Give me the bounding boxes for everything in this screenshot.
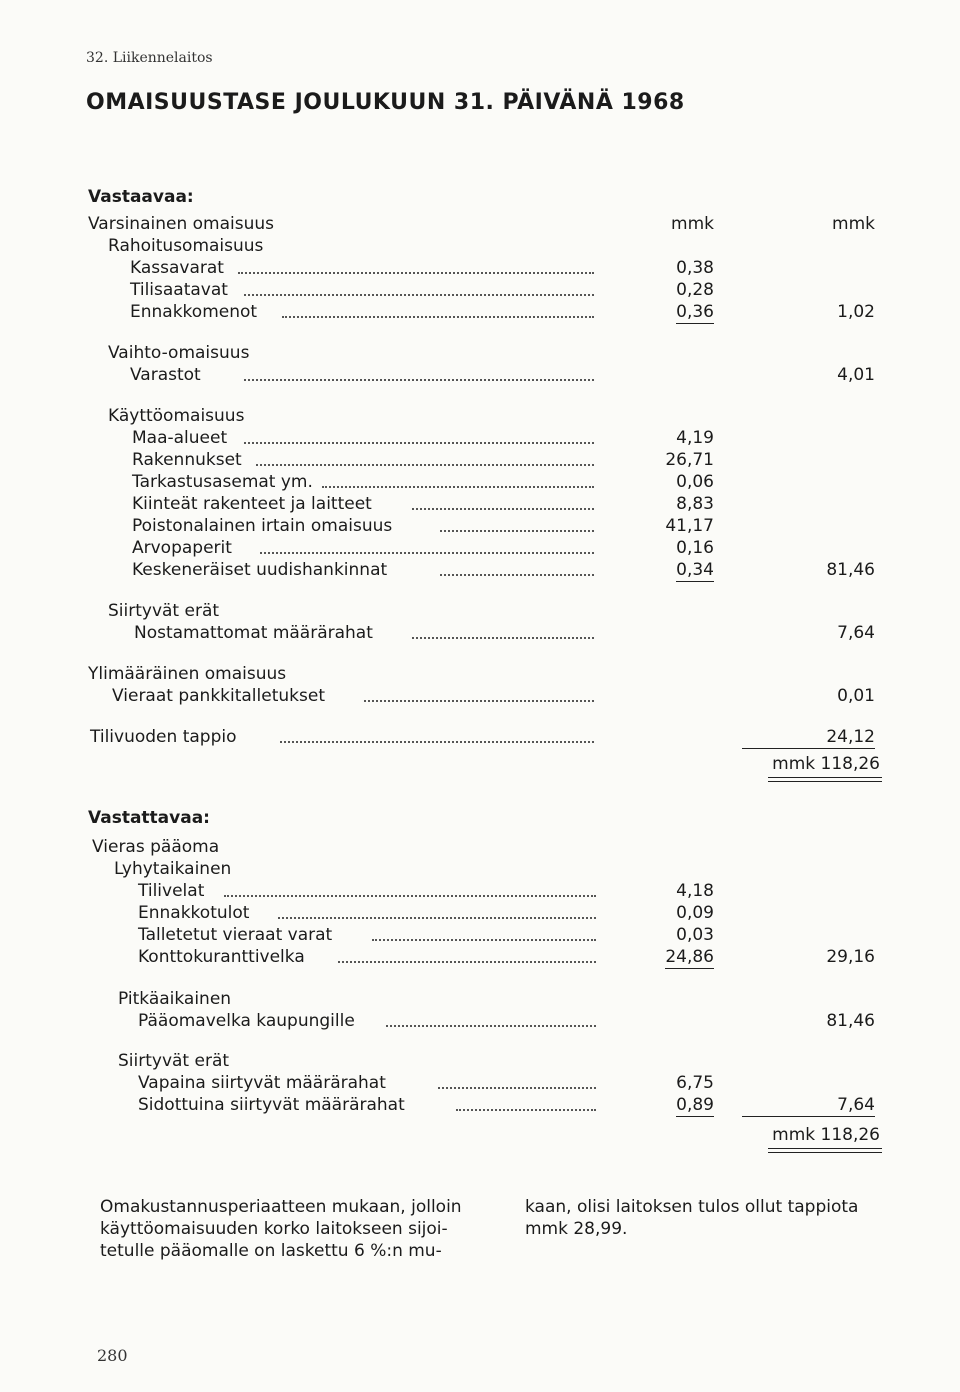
value-col1: 26,71 bbox=[665, 450, 714, 470]
dot-leader bbox=[280, 741, 594, 743]
ledger-row bbox=[0, 428, 960, 450]
dot-leader bbox=[438, 1087, 596, 1089]
value-col1: 0,09 bbox=[676, 903, 714, 923]
value-col2: 7,64 bbox=[742, 1095, 875, 1117]
row-label: Arvopaperit bbox=[132, 538, 232, 558]
dot-leader bbox=[412, 637, 594, 639]
value-col2: 29,16 bbox=[826, 947, 875, 967]
ledger-row bbox=[0, 258, 960, 280]
assets-heading: Vastaavaa: bbox=[88, 187, 194, 207]
row-label: Vapaina siirtyvät määrärahat bbox=[138, 1073, 386, 1093]
row-label: Rakennukset bbox=[132, 450, 242, 470]
footnote-line: kaan, olisi laitoksen tulos ollut tappiota bbox=[525, 1197, 859, 1217]
value-col1: 0,28 bbox=[676, 280, 714, 300]
subgroup-label: Vaihto-omaisuus bbox=[108, 343, 250, 363]
ledger-row bbox=[0, 472, 960, 494]
ledger-row bbox=[0, 727, 960, 749]
value-col1: 0,38 bbox=[676, 258, 714, 278]
value-col1: 0,03 bbox=[676, 925, 714, 945]
double-underline bbox=[768, 1148, 882, 1153]
dot-leader bbox=[224, 895, 596, 897]
dot-leader bbox=[244, 294, 594, 296]
value-col1: 8,83 bbox=[676, 494, 714, 514]
unit-column-2: mmk bbox=[832, 214, 875, 234]
dot-leader bbox=[244, 442, 594, 444]
row-label: Tilisaatavat bbox=[130, 280, 228, 300]
row-label: Varastot bbox=[130, 365, 201, 385]
double-underline bbox=[768, 777, 882, 782]
liabilities-heading: Vastattavaa: bbox=[88, 808, 210, 828]
dot-leader bbox=[456, 1109, 596, 1111]
value-col2: 81,46 bbox=[826, 560, 875, 580]
value-col2: 4,01 bbox=[837, 365, 875, 385]
ledger-row bbox=[0, 516, 960, 538]
value-col2: 81,46 bbox=[826, 1011, 875, 1031]
footnote-line: mmk 28,99. bbox=[525, 1219, 628, 1239]
subgroup-label: Rahoitusomaisuus bbox=[108, 236, 264, 256]
row-label: Ennakkotulot bbox=[138, 903, 250, 923]
assets-header-row bbox=[0, 214, 960, 236]
dot-leader bbox=[372, 939, 596, 941]
subgroup-label: Pitkäaikainen bbox=[118, 989, 232, 1009]
dot-leader bbox=[322, 486, 594, 488]
group-label: Varsinainen omaisuus bbox=[88, 214, 274, 234]
ledger-row bbox=[0, 686, 960, 708]
row-label: Tarkastusasemat ym. bbox=[132, 472, 313, 492]
ledger-row bbox=[0, 623, 960, 645]
row-label: Konttokuranttivelka bbox=[138, 947, 305, 967]
value-col1: 0,06 bbox=[676, 472, 714, 492]
value-col2: 1,02 bbox=[837, 302, 875, 322]
dot-leader bbox=[256, 464, 594, 466]
assets-total bbox=[772, 754, 880, 774]
footnote-line: tetulle pääomalle on laskettu 6 %:n mu- bbox=[100, 1241, 442, 1261]
ledger-row bbox=[0, 494, 960, 516]
value-col1: 4,18 bbox=[676, 881, 714, 901]
ledger-row bbox=[0, 365, 960, 387]
value-col1: 4,19 bbox=[676, 428, 714, 448]
dot-leader bbox=[260, 552, 594, 554]
dot-leader bbox=[338, 961, 596, 963]
subgroup-label: Lyhytaikainen bbox=[114, 859, 232, 879]
row-label: Ennakkomenot bbox=[130, 302, 258, 322]
ledger-row bbox=[0, 302, 960, 324]
ledger-row bbox=[0, 1011, 960, 1033]
footnote-line: käyttöomaisuuden korko laitokseen sijoi- bbox=[100, 1219, 448, 1239]
ledger-row bbox=[0, 947, 960, 969]
value-col1: 0,89 bbox=[676, 1095, 714, 1115]
footnote-column-2 bbox=[525, 1196, 935, 1240]
dot-leader bbox=[278, 917, 596, 919]
group-label: Ylimääräinen omaisuus bbox=[88, 664, 287, 684]
row-label: Vieraat pankkitalletukset bbox=[112, 686, 325, 706]
unit-column-1: mmk bbox=[671, 214, 714, 234]
ledger-row bbox=[0, 881, 960, 903]
ledger-row bbox=[0, 1095, 960, 1117]
ledger-row bbox=[0, 903, 960, 925]
ledger-row bbox=[0, 538, 960, 560]
page-title: OMAISUUSTASE JOULUKUUN 31. PÄIVÄNÄ 1968 bbox=[86, 90, 685, 115]
row-label: Tilivuoden tappio bbox=[90, 727, 237, 747]
ledger-row bbox=[0, 280, 960, 302]
liabilities-total-value: mmk 118,26 bbox=[772, 1125, 880, 1145]
row-label: Kiinteät rakenteet ja laitteet bbox=[132, 494, 372, 514]
row-label: Keskeneräiset uudishankinnat bbox=[132, 560, 388, 580]
value-col2: 24,12 bbox=[742, 727, 875, 749]
value-col2: 7,64 bbox=[837, 623, 875, 643]
dot-leader bbox=[386, 1025, 596, 1027]
row-label: Talletetut vieraat varat bbox=[138, 925, 333, 945]
dot-leader bbox=[238, 272, 594, 274]
row-label: Tilivelat bbox=[138, 881, 205, 901]
subgroup-label: Siirtyvät erät bbox=[108, 601, 220, 621]
subgroup-label: Käyttöomaisuus bbox=[108, 406, 245, 426]
dot-leader bbox=[244, 379, 594, 381]
row-label: Pääomavelka kaupungille bbox=[138, 1011, 355, 1031]
assets-total-value: mmk 118,26 bbox=[772, 754, 880, 774]
value-col1: 0,36 bbox=[676, 302, 714, 322]
group-label: Vieras pääoma bbox=[92, 837, 220, 857]
dot-leader bbox=[282, 316, 594, 318]
dot-leader bbox=[412, 508, 594, 510]
value-col1: 24,86 bbox=[665, 947, 714, 967]
value-col1: 0,34 bbox=[676, 560, 714, 580]
row-label: Maa-alueet bbox=[132, 428, 228, 448]
dot-leader bbox=[440, 574, 594, 576]
liabilities-total bbox=[772, 1125, 880, 1145]
footnote-line: Omakustannusperiaatteen mukaan, jolloin bbox=[100, 1197, 462, 1217]
value-col1: 41,17 bbox=[665, 516, 714, 536]
ledger-row bbox=[0, 1073, 960, 1095]
ledger-row bbox=[0, 450, 960, 472]
dot-leader bbox=[364, 700, 594, 702]
page-number: 280 bbox=[97, 1346, 128, 1365]
row-label: Sidottuina siirtyvät määrärahat bbox=[138, 1095, 405, 1115]
footnote-column-1 bbox=[100, 1196, 510, 1262]
page-header: 32. Liikennelaitos bbox=[86, 50, 213, 66]
ledger-row bbox=[0, 560, 960, 582]
value-col2: 0,01 bbox=[837, 686, 875, 706]
row-label: Poistonalainen irtain omaisuus bbox=[132, 516, 393, 536]
row-label: Kassavarat bbox=[130, 258, 224, 278]
dot-leader bbox=[440, 530, 594, 532]
row-label: Nostamattomat määrärahat bbox=[134, 623, 373, 643]
value-col1: 6,75 bbox=[676, 1073, 714, 1093]
ledger-row bbox=[0, 925, 960, 947]
subgroup-label: Siirtyvät erät bbox=[118, 1051, 230, 1071]
value-col1: 0,16 bbox=[676, 538, 714, 558]
